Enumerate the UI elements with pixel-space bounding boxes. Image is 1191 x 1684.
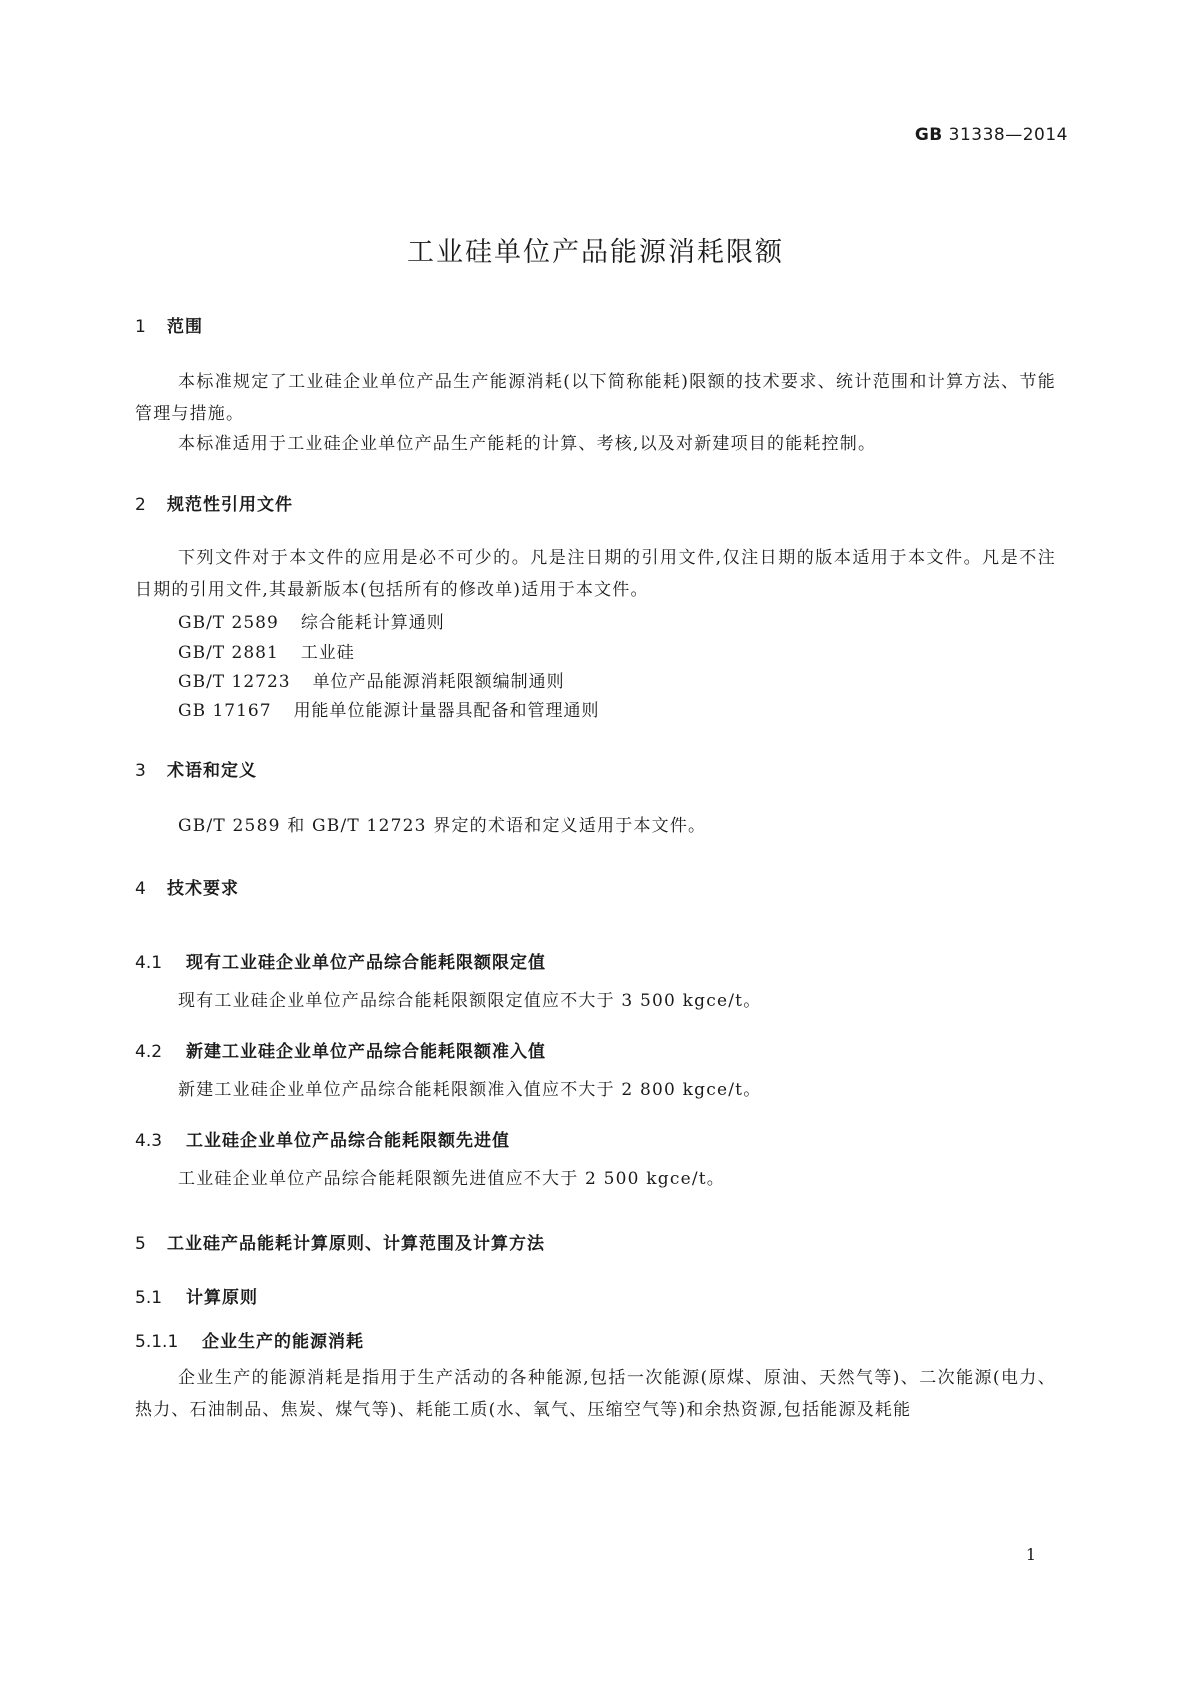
reference-item	[178, 608, 445, 633]
subsection-number: 4.3	[135, 1131, 163, 1151]
subsection-title: 工业硅企业单位产品综合能耗限额先进值	[186, 1131, 510, 1151]
section-number: 3	[135, 761, 146, 781]
reference-code: GB/T 12723	[178, 672, 291, 692]
section-2-paragraph-1: 下列文件对于本文件的应用是必不可少的。凡是注日期的引用文件,仅注日期的版本适用于本文件。凡是不注日期的引用文件,其最新版本(包括所有的修改单)适用于本文件。	[135, 548, 1056, 600]
reference-item	[178, 638, 355, 663]
subsection-number: 5.1.1	[135, 1332, 179, 1352]
subsection-title: 现有工业硅企业单位产品综合能耗限额限定值	[186, 953, 546, 973]
section-1-heading	[135, 312, 203, 337]
subsection-5-1-heading	[135, 1283, 258, 1308]
section-title: 规范性引用文件	[167, 495, 293, 515]
reference-name: 用能单位能源计量器具配备和管理通则	[293, 701, 600, 721]
subsection-4-3-heading	[135, 1126, 510, 1151]
section-3-heading	[135, 756, 257, 781]
reference-name: 综合能耗计算通则	[300, 613, 445, 633]
subsection-number: 4.1	[135, 953, 163, 973]
reference-code: GB 17167	[178, 701, 272, 721]
section-1-paragraph-1: 本标准规定了工业硅企业单位产品生产能源消耗(以下简称能耗)限额的技术要求、统计范围和计算方法、节能管理与措施。	[135, 372, 1056, 424]
subsection-5-1-1-text: 企业生产的能源消耗是指用于生产活动的各种能源,包括一次能源(原煤、原油、天然气等)、二次能源(电力、热力、石油制品、焦炭、煤气等)、耗能工质(水、氧气、压缩空气等)和余热资源,包括能源及耗能	[135, 1368, 1056, 1420]
section-3-paragraph-1: GB/T 2589 和 GB/T 12723 界定的术语和定义适用于本文件。	[178, 816, 707, 836]
reference-name: 单位产品能源消耗限额编制通则	[312, 672, 565, 692]
reference-item	[178, 667, 565, 692]
section-number: 4	[135, 879, 146, 899]
section-number: 5	[135, 1234, 146, 1254]
section-5-heading	[135, 1229, 545, 1254]
subsection-4-2-text: 新建工业硅企业单位产品综合能耗限额准入值应不大于 2 800 kgce/t。	[178, 1080, 762, 1100]
document-title: 工业硅单位产品能源消耗限额	[407, 237, 784, 268]
subsection-title: 企业生产的能源消耗	[202, 1332, 364, 1352]
subsection-4-2-heading	[135, 1037, 546, 1062]
section-title: 技术要求	[167, 879, 239, 899]
section-4-heading	[135, 874, 239, 899]
subsection-4-1-text: 现有工业硅企业单位产品综合能耗限额限定值应不大于 3 500 kgce/t。	[178, 991, 762, 1011]
standard-code	[915, 125, 1068, 145]
reference-name: 工业硅	[300, 643, 355, 663]
standard-prefix: GB	[914, 125, 943, 145]
subsection-5-1-1-heading	[135, 1327, 364, 1352]
page-number: 1	[1025, 1545, 1036, 1564]
subsection-title: 新建工业硅企业单位产品综合能耗限额准入值	[186, 1042, 546, 1062]
subsection-title: 计算原则	[186, 1288, 258, 1308]
section-title: 术语和定义	[167, 761, 257, 781]
section-1-paragraph-2: 本标准适用于工业硅企业单位产品生产能耗的计算、考核,以及对新建项目的能耗控制。	[178, 434, 877, 454]
section-number: 1	[135, 317, 146, 337]
subsection-4-3-text: 工业硅企业单位产品综合能耗限额先进值应不大于 2 500 kgce/t。	[178, 1169, 725, 1189]
reference-code: GB/T 2589	[178, 613, 279, 633]
subsection-number: 5.1	[135, 1288, 163, 1308]
section-title: 范围	[167, 317, 203, 337]
subsection-4-1-heading	[135, 948, 546, 973]
reference-item	[178, 696, 600, 721]
standard-number: 31338—2014	[948, 125, 1068, 145]
section-2-heading	[135, 490, 293, 515]
subsection-number: 4.2	[135, 1042, 163, 1062]
section-title: 工业硅产品能耗计算原则、计算范围及计算方法	[167, 1234, 545, 1254]
section-number: 2	[135, 495, 146, 515]
reference-code: GB/T 2881	[178, 643, 279, 663]
